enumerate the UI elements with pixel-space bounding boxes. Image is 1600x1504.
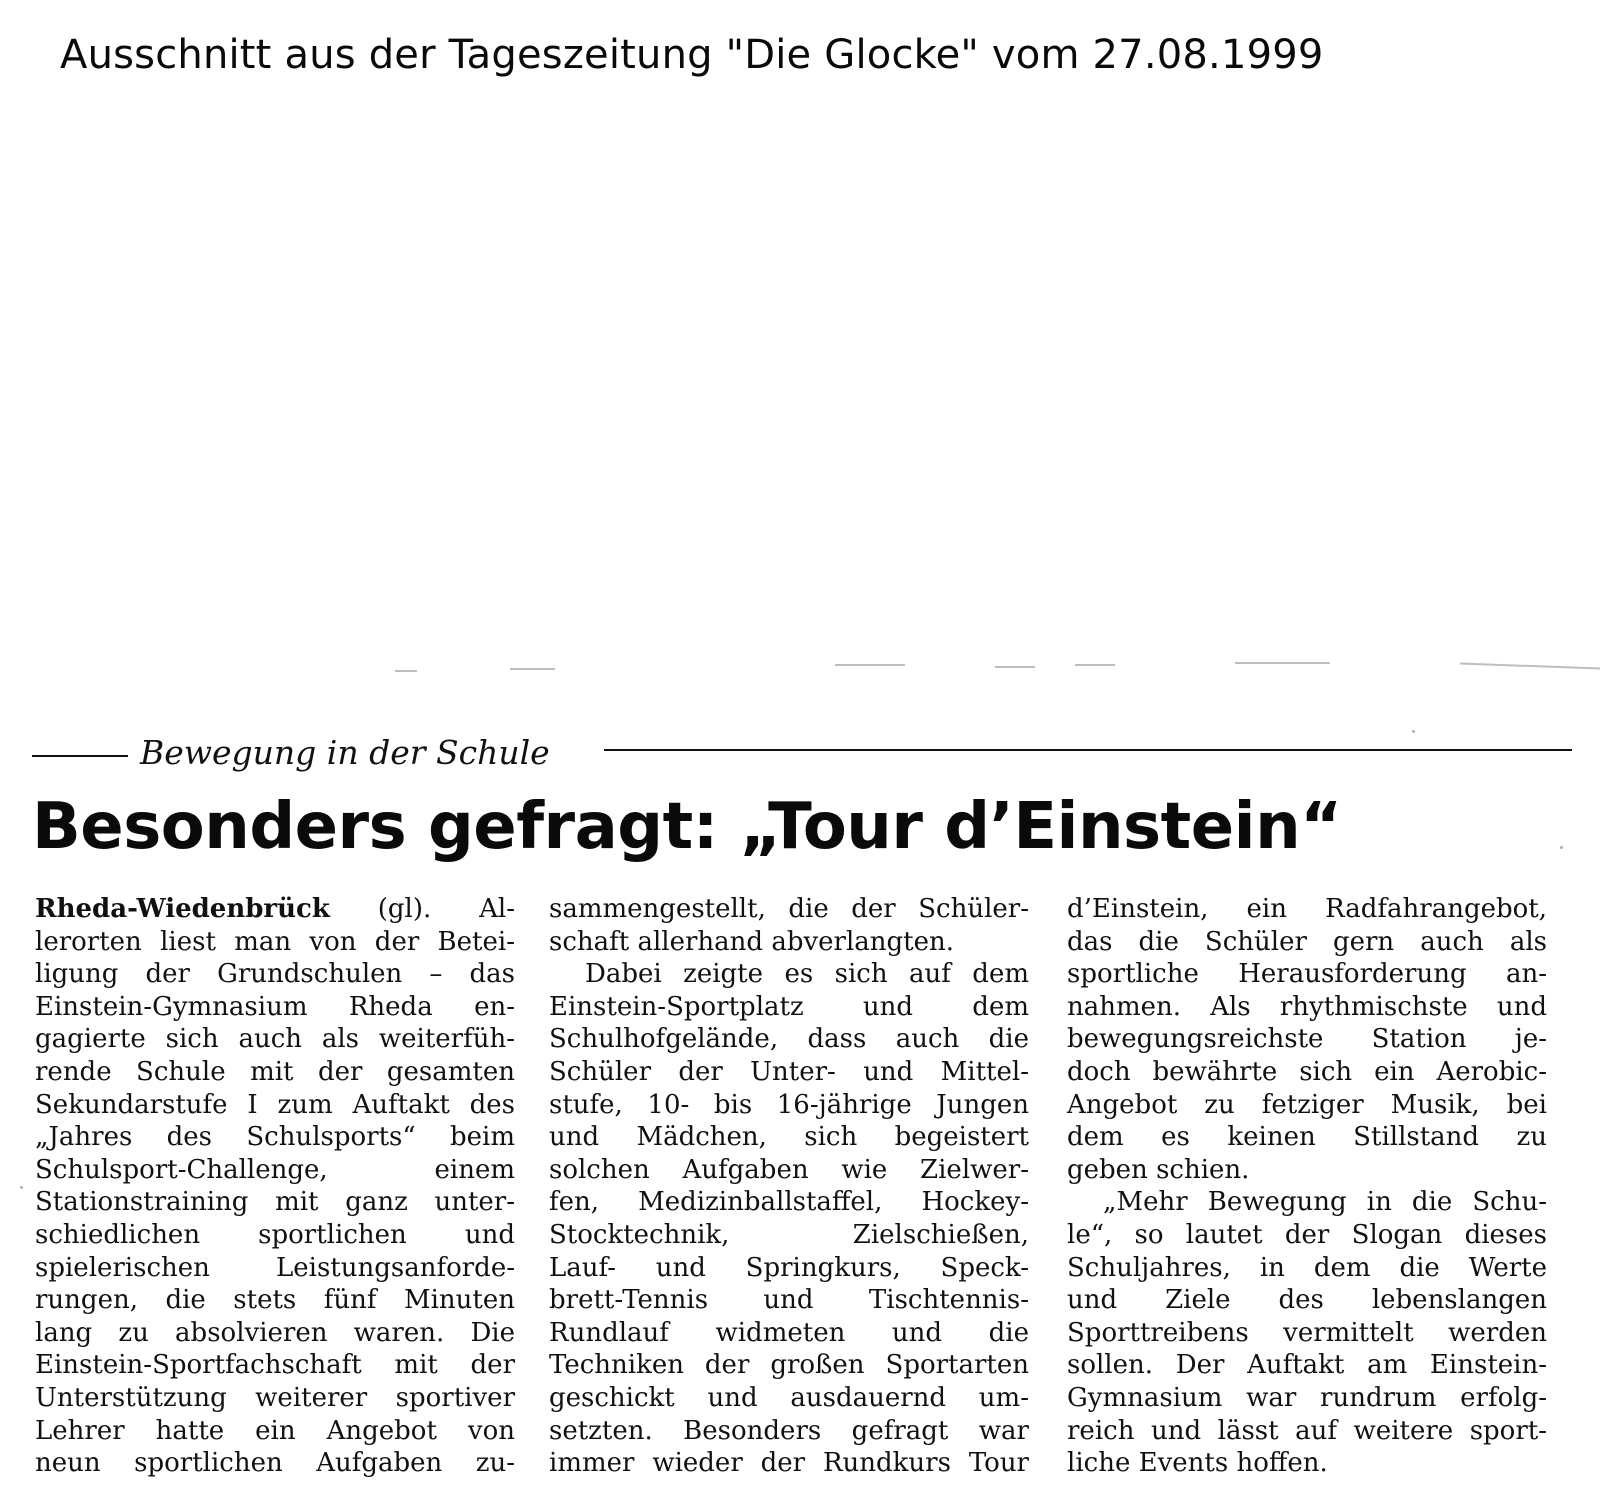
article-line: Einstein-Sportplatz und dem xyxy=(549,991,1029,1022)
article-line: lerorten liest man von der Betei- xyxy=(35,926,515,957)
article-line: Schulsport-Challenge, einem xyxy=(35,1154,515,1185)
clipping-caption: Ausschnitt aus der Tageszeitung "Die Glocke" vom 27.08.1999 xyxy=(60,32,1324,78)
article-line: solchen Aufgaben wie Zielwer- xyxy=(549,1154,1029,1185)
article-line: bewegungsreichste Station je- xyxy=(1067,1024,1547,1055)
article-line: ligung der Grundschulen – das xyxy=(35,959,515,990)
kicker-text: Bewegung in der Schule xyxy=(140,733,550,772)
article-line: „Jahres des Schulsports“ beim xyxy=(35,1122,515,1153)
article-line: Angebot zu fetziger Musik, bei xyxy=(1067,1089,1547,1120)
article-line: das die Schüler gern auch als xyxy=(1067,926,1547,957)
article-line: setzten. Besonders gefragt war xyxy=(549,1415,1029,1446)
article-column-2 xyxy=(549,893,1029,1480)
headline: Besonders gefragt: „Tour d’Einstein“ xyxy=(32,790,1342,864)
article-line: rende Schule mit der gesamten xyxy=(35,1056,515,1087)
article-line: Schüler der Unter- und Mittel- xyxy=(549,1056,1029,1087)
article-line: immer wieder der Rundkurs Tour xyxy=(549,1448,1029,1479)
article-line: stufe, 10- bis 16-jährige Jungen xyxy=(549,1089,1029,1120)
kicker-rule-left xyxy=(32,755,128,757)
article-line: Gymnasium war rundrum erfolg- xyxy=(1067,1382,1547,1413)
article-line: Lauf- und Springkurs, Speck- xyxy=(549,1252,1029,1283)
article-line: Schuljahres, in dem die Werte xyxy=(1067,1252,1547,1283)
article-line xyxy=(35,893,515,926)
article-line: sportliche Herausforderung an- xyxy=(1067,959,1547,990)
article-line: Schulhofgelände, dass auch die xyxy=(549,1024,1029,1055)
article-line: Einstein-Gymnasium Rheda en- xyxy=(35,991,515,1022)
article-line: „Mehr Bewegung in die Schu- xyxy=(1103,1187,1547,1218)
article-line: le“, so lautet der Slogan dieses xyxy=(1067,1219,1547,1250)
dateline: Rheda-Wiedenbrück xyxy=(35,894,330,924)
article-line: Stationstraining mit ganz unter- xyxy=(35,1187,515,1218)
article-line: schaft allerhand abverlangten. xyxy=(549,926,955,957)
article-line: reich und lässt auf weitere sport- xyxy=(1067,1415,1547,1446)
article-line: Techniken der großen Sportarten xyxy=(549,1350,1029,1381)
article-line: sammengestellt, die der Schüler- xyxy=(549,894,1029,924)
kicker xyxy=(32,733,1572,773)
article-line: rungen, die stets fünf Minuten xyxy=(35,1285,515,1316)
article-line: Einstein-Sportfachschaft mit der xyxy=(35,1350,515,1381)
article-line: gagierte sich auch als weiterfüh- xyxy=(35,1024,515,1055)
article-line: geben schien. xyxy=(1067,1154,1250,1185)
article-line: Sekundarstufe I zum Auftakt des xyxy=(35,1089,515,1120)
article-line: schiedlichen sportlichen und xyxy=(35,1219,515,1250)
article-line: sollen. Der Auftakt am Einstein- xyxy=(1067,1350,1547,1381)
article-line: dem es keinen Stillstand zu xyxy=(1067,1122,1547,1153)
article-line: Dabei zeigte es sich auf dem xyxy=(585,959,1029,990)
article-line: und Mädchen, sich begeistert xyxy=(549,1122,1029,1153)
article-line: geschickt und ausdauernd um- xyxy=(549,1382,1029,1413)
article-line: und Ziele des lebenslangen xyxy=(1067,1285,1547,1316)
article-line: d’Einstein, ein Radfahrangebot, xyxy=(1067,894,1547,924)
article-line: spielerischen Leistungsanforde- xyxy=(35,1252,515,1283)
article-line: liche Events hoffen. xyxy=(1067,1448,1328,1479)
article-line: Rundlauf widmeten und die xyxy=(549,1317,1029,1348)
article-line: brett-Tennis und Tischtennis- xyxy=(549,1285,1029,1316)
article-line: Lehrer hatte ein Angebot von xyxy=(35,1415,515,1446)
article-line: Stocktechnik, Zielschießen, xyxy=(549,1219,1029,1250)
article-line: lang zu absolvieren waren. Die xyxy=(35,1317,515,1348)
article-line: neun sportlichen Aufgaben zu- xyxy=(35,1448,515,1479)
article-line: Unterstützung weiterer sportiver xyxy=(35,1382,515,1413)
article-line: nahmen. Als rhythmischste und xyxy=(1067,991,1547,1022)
kicker-rule-right xyxy=(604,749,1572,751)
article-line: fen, Medizinballstaffel, Hockey- xyxy=(549,1187,1029,1218)
article-line-text: (gl). Al- xyxy=(329,894,515,924)
scan-artifact-lines xyxy=(395,670,1600,680)
article-column-3 xyxy=(1067,893,1547,1480)
article-line: Sporttreibens vermittelt werden xyxy=(1067,1317,1547,1348)
article-body xyxy=(35,893,1575,1493)
article-line: doch bewährte sich ein Aerobic- xyxy=(1067,1056,1547,1087)
article-column-1 xyxy=(35,893,515,1480)
